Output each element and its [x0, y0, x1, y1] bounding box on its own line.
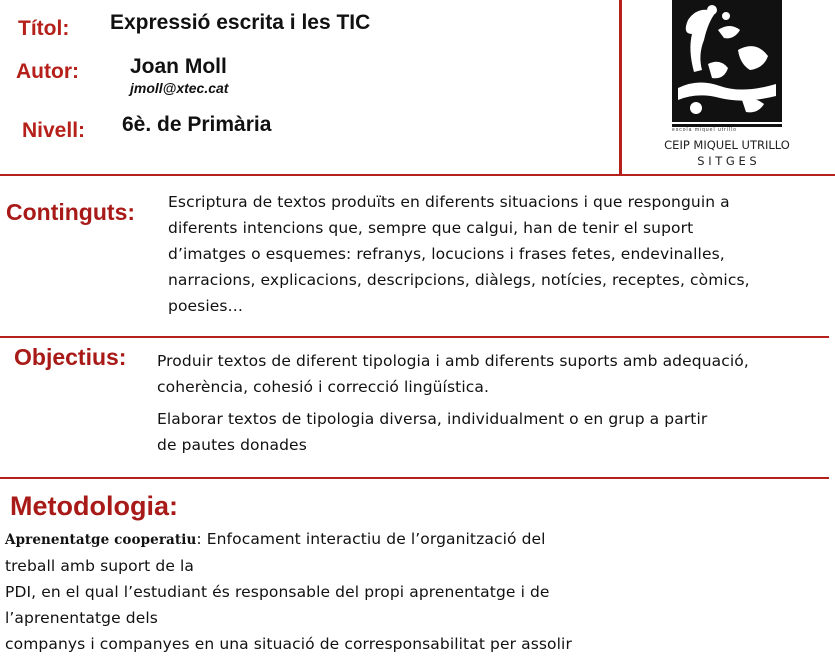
continguts-line: Escriptura de textos produïts en diferents situacions i que responguin a — [168, 193, 730, 211]
metodologia-line: treball amb suport de la — [5, 557, 194, 575]
continguts-line: poesies… — [168, 297, 244, 315]
continguts-line: diferents intencions que, sempre que calgui, han de tenir el suport — [168, 219, 694, 237]
logo-tiny-text: escola miquel utrillo — [672, 127, 737, 133]
objectius-text — [157, 348, 827, 458]
rule-after-objectius — [0, 477, 829, 479]
continguts-label: Continguts: — [6, 199, 136, 225]
continguts-text — [168, 189, 828, 319]
author-email[interactable]: jmoll@xtec.cat — [130, 80, 229, 96]
metodologia-line-rest: : Enfocament interactiu de l’organització del — [196, 530, 546, 548]
title-label: Títol: — [18, 17, 70, 40]
objectius-label: Objectius: — [14, 344, 127, 370]
school-logo — [668, 0, 786, 134]
title-value: Expressió escrita i les TIC — [110, 11, 371, 34]
level-value: 6è. de Primària — [122, 113, 272, 136]
objectius-line: Elaborar textos de tipologia diversa, individualment o en grup a partir — [157, 410, 708, 428]
rule-after-continguts — [0, 336, 829, 338]
metodologia-bold-term: Aprenentatge cooperatiu — [5, 532, 197, 548]
metodologia-label: Metodologia: — [10, 491, 178, 521]
metodologia-line: companys i companyes en una situació de corresponsabilitat per assolir — [5, 635, 572, 653]
rule-after-header — [0, 174, 835, 176]
level-label: Nivell: — [22, 119, 86, 142]
metodologia-line: PDI, en el qual l’estudiant és responsable del propi aprenentatge i de — [5, 583, 550, 601]
school-town: S I T G E S — [697, 154, 757, 168]
author-label: Autor: — [16, 60, 79, 83]
continguts-line: d’imatges o esquemes: refranys, locucions i frases fetes, endevinalles, — [168, 245, 725, 263]
objectius-line: de pautes donades — [157, 436, 307, 454]
school-name: CEIP MIQUEL UTRILLO — [664, 138, 790, 152]
author-name: Joan Moll — [130, 55, 227, 78]
metodologia-line: l’aprenentatge dels — [5, 609, 158, 627]
school-logo-figure-icon — [668, 0, 786, 134]
metodologia-text — [5, 526, 825, 657]
continguts-line: narracions, explicacions, descripcions, diàlegs, notícies, receptes, còmics, — [168, 271, 750, 289]
metodologia-line — [5, 526, 825, 553]
objectius-line: Produir textos de diferent tipologia i amb diferents suports amb adequació, — [157, 352, 749, 370]
objectius-line: coherència, cohesió i correcció lingüística. — [157, 378, 489, 396]
